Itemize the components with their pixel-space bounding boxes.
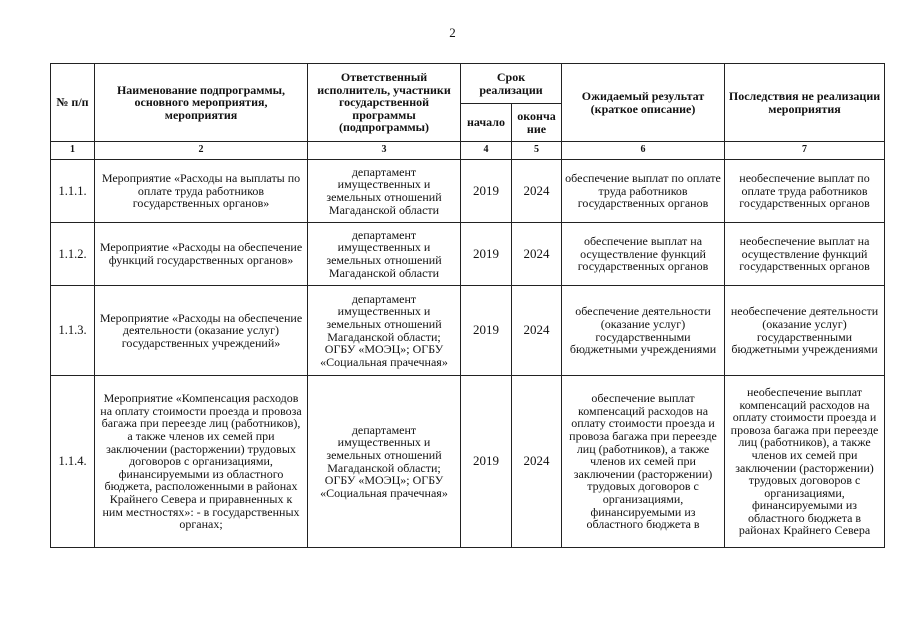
- row-result: обеспечение выплат по оплате труда работников государственных органов: [562, 160, 725, 223]
- column-numbers-row: [51, 142, 885, 160]
- row-name: Мероприятие «Расходы на обеспечение деятельности (оказание услуг) государственных учреждений»: [95, 286, 308, 376]
- row-executor: департамент имущественных и земельных отношений Магаданской области; ОГБУ «МОЭЦ»; ОГБУ «Социальная прачечная»: [308, 376, 461, 548]
- table-row: [51, 286, 885, 376]
- row-name: Мероприятие «Компенсация расходов на оплату стоимости проезда и провоза багажа при переезде лиц (работников), а также членов их семей при заключении (расторжении) трудовых договоров с организациями, финансируемыми из областного бюджета, расположенными в районах Крайнего Севера и приравненных к ним местностях»: - в государственных органах;: [95, 376, 308, 548]
- row-result: обеспечение выплат компенсаций расходов на оплату стоимости проезда и провоза багажа при переезде лиц (работников), а также членов их семей при заключении (расторжении) трудовых договоров с организациями, финансируемыми из областного бюджета в: [562, 376, 725, 548]
- column-number: 5: [512, 142, 562, 160]
- row-consequence: необеспечение выплат компенсаций расходов на оплату стоимости проезда и провоза багажа при переезде лиц (работников), а также членов их семей при заключении (расторжении) трудовых договоров с организациями, финансируемыми из областного бюджета в районах Крайнего Севера: [725, 376, 885, 548]
- header-executor: Ответственный исполнитель, участники государственной программы (подпрограммы): [308, 64, 461, 142]
- row-number: 1.1.2.: [51, 223, 95, 286]
- header-result: Ожидаемый результат (краткое описание): [562, 64, 725, 142]
- row-name: Мероприятие «Расходы на выплаты по оплате труда работников государственных органов»: [95, 160, 308, 223]
- column-number: 2: [95, 142, 308, 160]
- page-number: 2: [449, 25, 456, 40]
- header-name: Наименование подпрограммы, основного мероприятия, мероприятия: [95, 64, 308, 142]
- table-row: [51, 376, 885, 548]
- measures-table: [50, 63, 885, 548]
- row-end-year: 2024: [512, 286, 562, 376]
- row-name: Мероприятие «Расходы на обеспечение функций государственных органов»: [95, 223, 308, 286]
- header-number: № п/п: [51, 64, 95, 142]
- column-number: 7: [725, 142, 885, 160]
- row-number: 1.1.1.: [51, 160, 95, 223]
- column-number: 6: [562, 142, 725, 160]
- header-end: оконча ние: [512, 104, 562, 142]
- header-start: начало: [461, 104, 512, 142]
- row-executor: департамент имущественных и земельных отношений Магаданской области: [308, 160, 461, 223]
- row-start-year: 2019: [461, 286, 512, 376]
- table-row: [51, 223, 885, 286]
- row-result: обеспечение выплат на осуществление функций государственных органов: [562, 223, 725, 286]
- row-consequence: необеспечение выплат на осуществление функций государственных органов: [725, 223, 885, 286]
- row-start-year: 2019: [461, 376, 512, 548]
- row-end-year: 2024: [512, 376, 562, 548]
- header-consequence: Последствия не реализации мероприятия: [725, 64, 885, 142]
- row-result: обеспечение деятельности (оказание услуг) государственными бюджетными учреждениями: [562, 286, 725, 376]
- row-end-year: 2024: [512, 160, 562, 223]
- table-row: [51, 160, 885, 223]
- row-number: 1.1.3.: [51, 286, 95, 376]
- row-executor: департамент имущественных и земельных отношений Магаданской области; ОГБУ «МОЭЦ»; ОГБУ «Социальная прачечная»: [308, 286, 461, 376]
- row-consequence: необеспечение выплат по оплате труда работников государственных органов: [725, 160, 885, 223]
- row-number: 1.1.4.: [51, 376, 95, 548]
- row-consequence: необеспечение деятельности (оказание услуг) государственными бюджетными учреждениями: [725, 286, 885, 376]
- header-term: Срок реализации: [461, 64, 562, 104]
- column-number: 3: [308, 142, 461, 160]
- row-start-year: 2019: [461, 160, 512, 223]
- column-number: 4: [461, 142, 512, 160]
- row-start-year: 2019: [461, 223, 512, 286]
- row-executor: департамент имущественных и земельных отношений Магаданской области: [308, 223, 461, 286]
- column-number: 1: [51, 142, 95, 160]
- row-end-year: 2024: [512, 223, 562, 286]
